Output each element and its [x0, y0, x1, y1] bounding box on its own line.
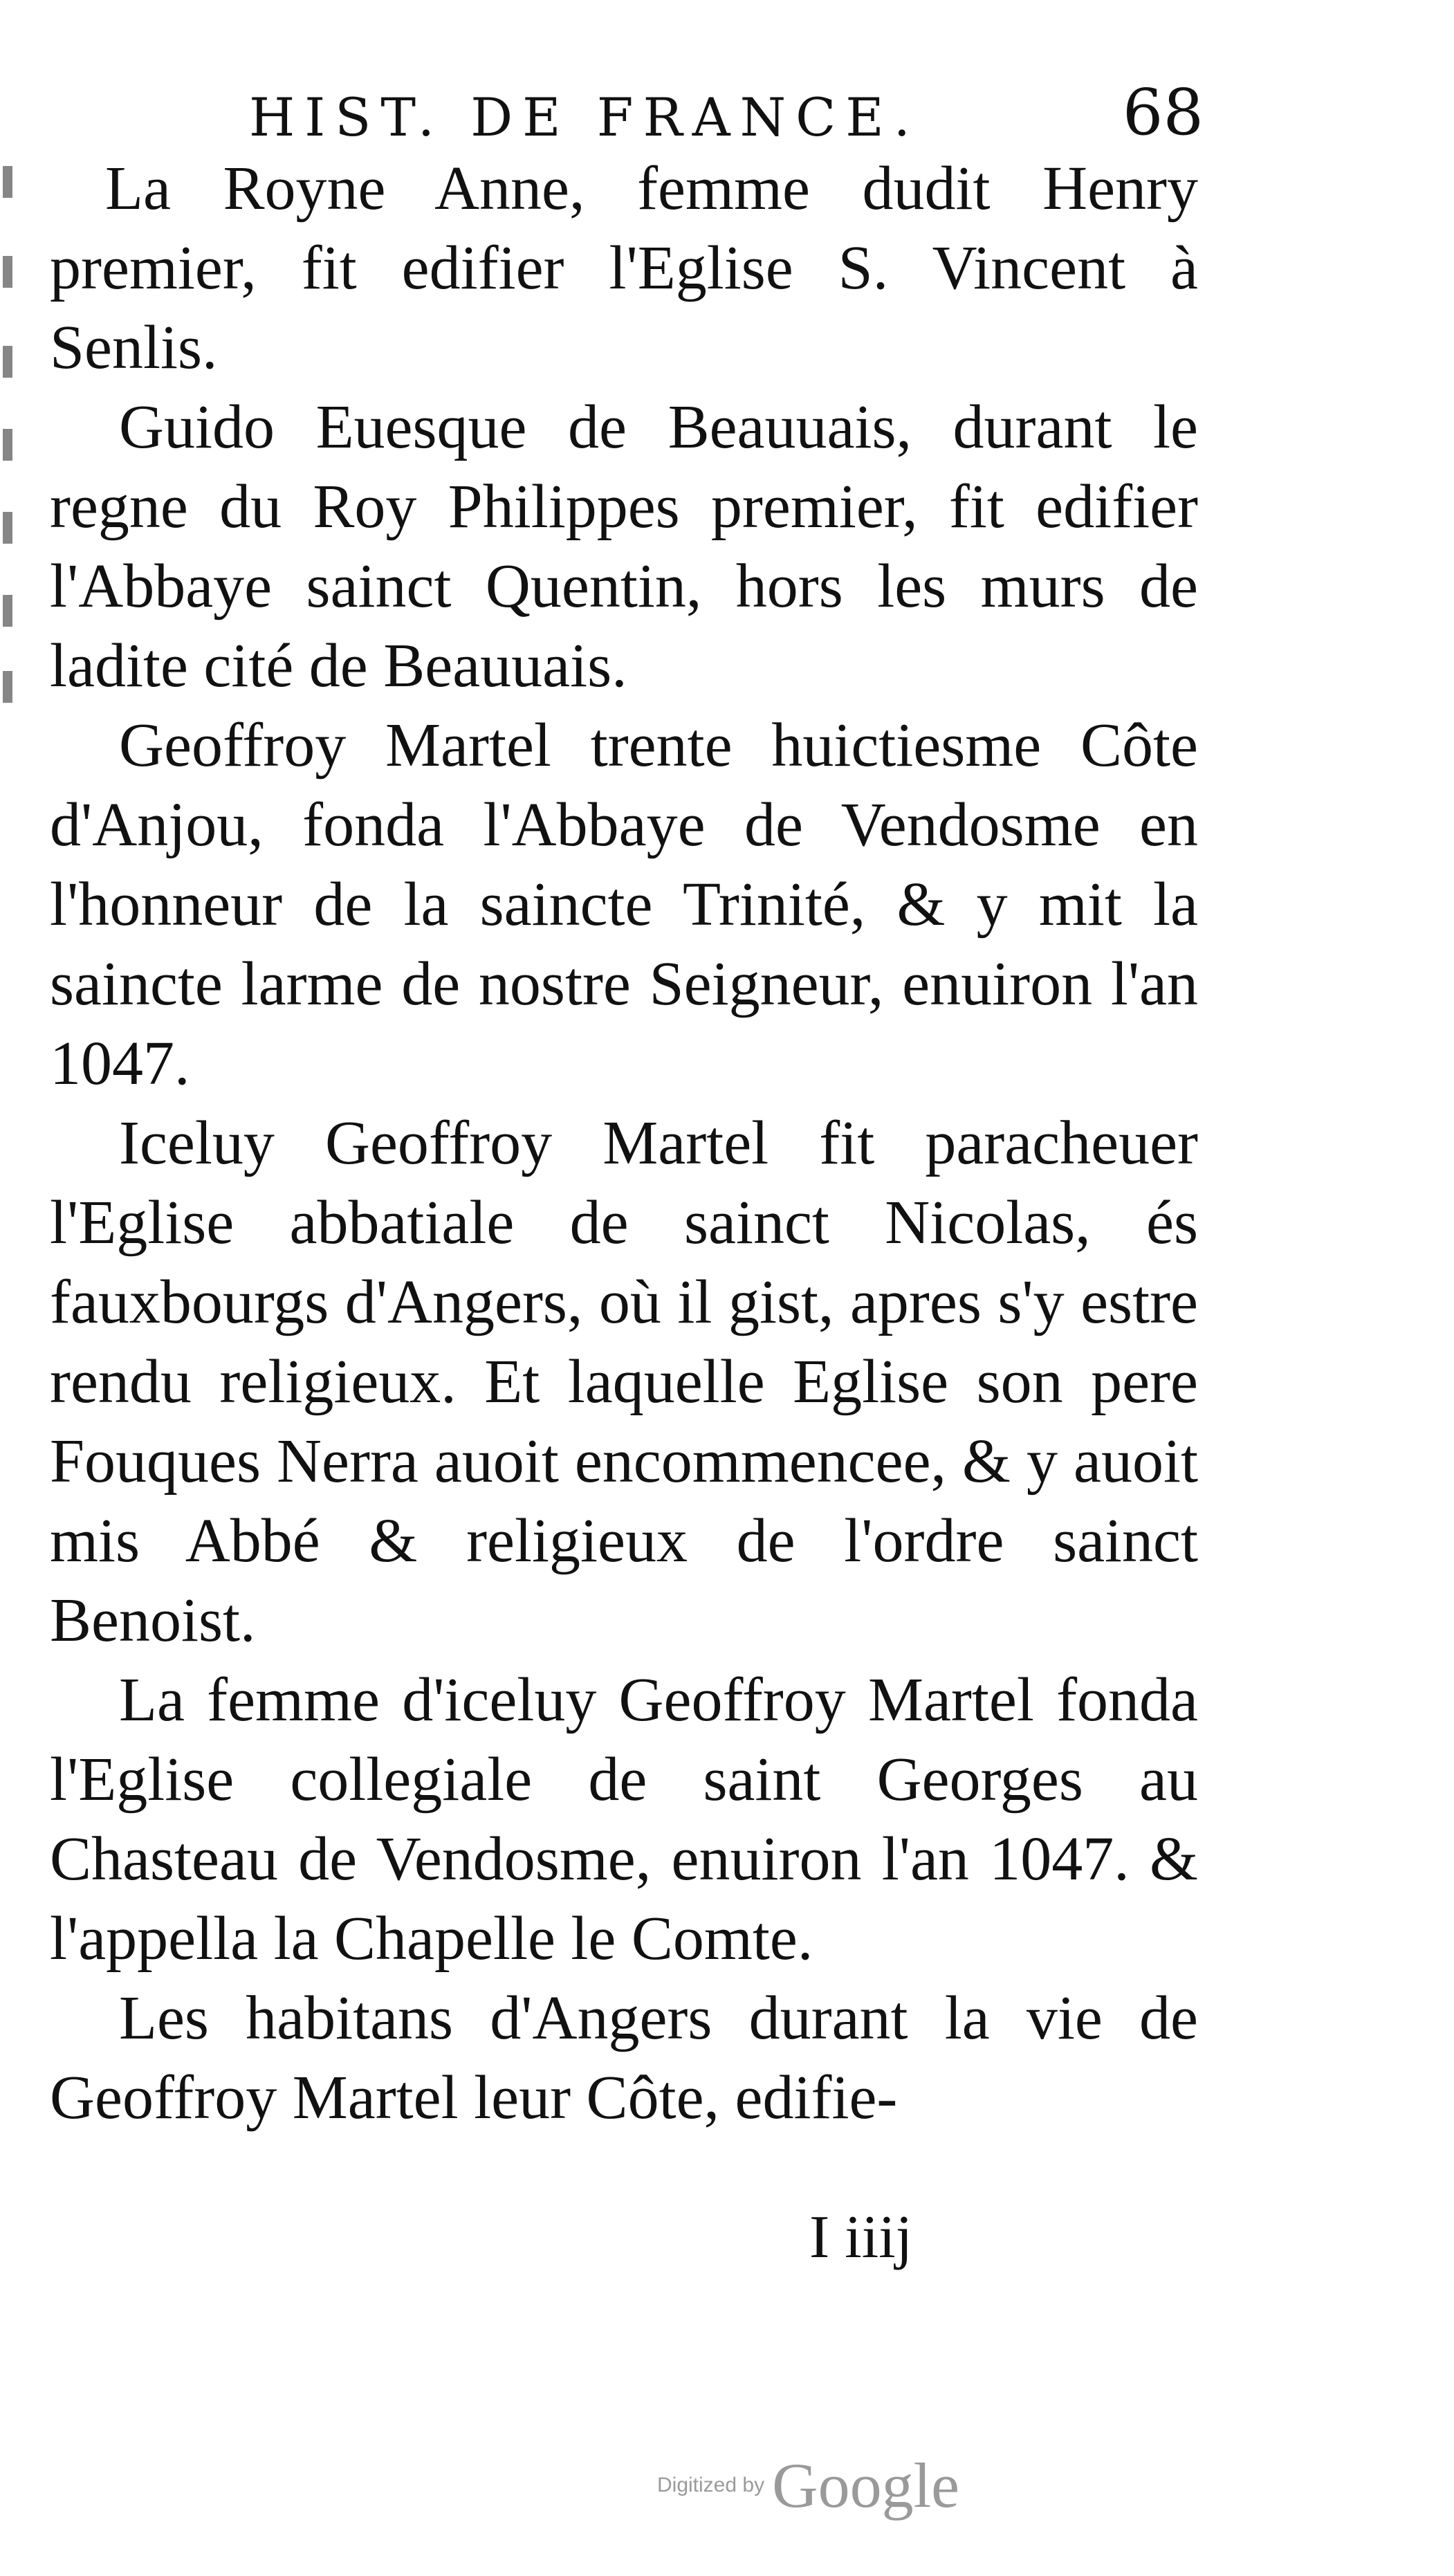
digitized-watermark — [657, 2449, 959, 2525]
margin-mark — [3, 512, 12, 544]
page-number: 68 — [1122, 75, 1204, 149]
margin-mark — [3, 671, 12, 703]
paragraph-4: Iceluy Geoffroy Martel fit paracheuer l'Eglise abbatiale de sainct Nicolas, és fauxbourgs d'Angers, où il gist, apres s'y estre rendu religieux. Et laquelle Eglise son pere Fouques Nerra auoit encommencee, & y auoit mis Abbé & religieux de l'ordre sainct Benoist. — [50, 1109, 1198, 1655]
paragraph-6: Les habitans d'Angers durant la vie de Geoffroy Martel leur Côte, edifie- — [50, 1984, 1198, 2132]
margin-bleed-marks — [0, 166, 21, 1411]
body-text — [50, 149, 1198, 2137]
margin-mark — [3, 346, 12, 378]
paragraph-3: Geoffroy Martel trente huictiesme Côte d'Anjou, fonda l'Abbaye de Vendosme en l'honneur de la saincte Trinité, & y mit la saincte larme de nostre Seigneur, enuiron l'an 1047. — [50, 711, 1198, 1098]
running-head — [249, 75, 1204, 158]
watermark-prefix: Digitized by — [657, 2474, 765, 2496]
running-title: HIST. DE FRANCE. — [249, 86, 920, 148]
paragraph-1: La Royne Anne, femme dudit Henry premier, fit edifier l'Eglise S. Vincent à Senlis. — [50, 154, 1198, 382]
paragraph-5: La femme d'iceluy Geoffroy Martel fonda l'Eglise collegiale de saint Georges au Chasteau de Vendosme, enuiron l'an 1047. & l'appella la Chapelle le Comte. — [50, 1666, 1198, 1973]
margin-mark — [3, 166, 12, 198]
paragraph-2: Guido Euesque de Beauuais, durant le regne du Roy Philippes premier, fit edifier l'Abbaye sainct Quentin, hors les murs de ladite cité de Beauuais. — [50, 393, 1198, 700]
margin-mark — [3, 595, 12, 627]
signature-mark: I iiij — [809, 2204, 913, 2271]
margin-mark — [3, 256, 12, 288]
google-logo: Google — [772, 2450, 960, 2521]
margin-mark — [3, 429, 12, 461]
